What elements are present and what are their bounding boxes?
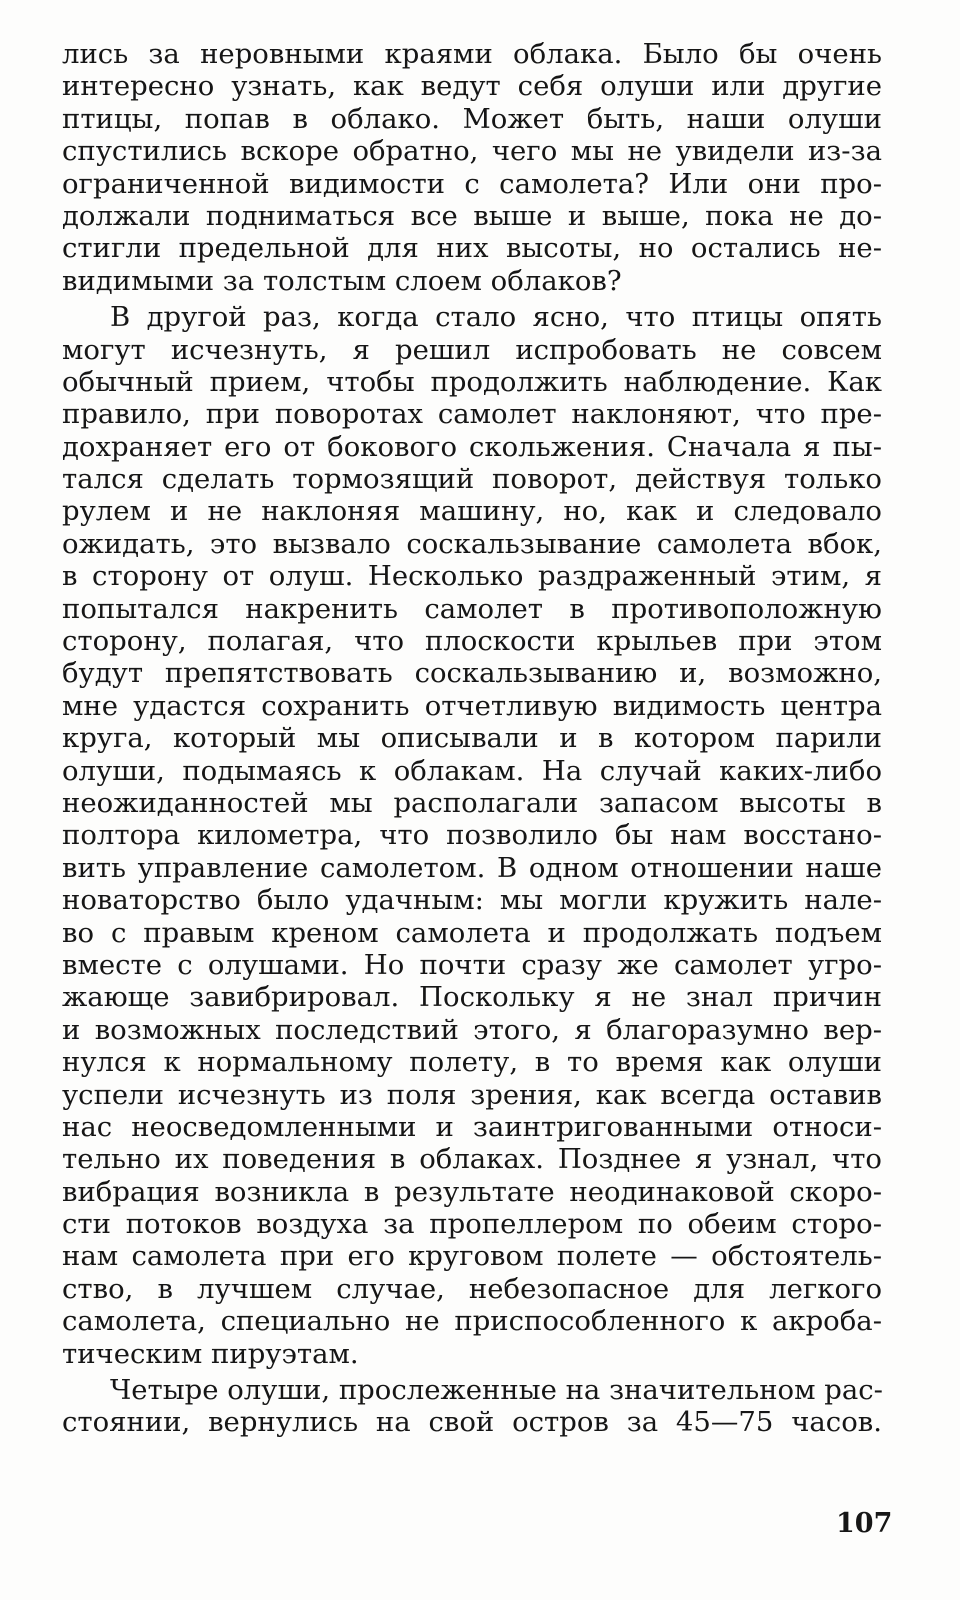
paragraph-2 bbox=[62, 301, 882, 1370]
text-line: рулем и не наклоняя машину, но, как и следовало bbox=[62, 495, 882, 528]
text-line: видимыми за толстым слоем облаков? bbox=[62, 264, 622, 297]
text-line: правило, при поворотах самолет наклоняют, что пре- bbox=[62, 398, 882, 431]
text-line: круга, который мы описывали и в котором парили bbox=[62, 722, 882, 755]
text-line: во с правым креном самолета и продолжать подъем bbox=[62, 916, 882, 949]
text-line: вибрация возникла в результате неодинаковой скоро- bbox=[62, 1175, 882, 1208]
text-line: стоянии, вернулись на свой остров за 45—75 часов. bbox=[62, 1406, 882, 1439]
text-line: могут исчезнуть, я решил испробовать не совсем bbox=[62, 333, 882, 366]
text-line: попытался накренить самолет в противоположную bbox=[62, 592, 882, 625]
text-line: ограниченной видимости с самолета? Или они про- bbox=[62, 167, 882, 200]
text-line: лись за неровными краями облака. Было бы очень bbox=[62, 38, 882, 70]
text-line: в сторону от олуш. Несколько раздраженный этим, я bbox=[62, 560, 882, 593]
text-line: тался сделать тормозящий поворот, действуя только bbox=[62, 463, 882, 496]
text-line: спустились вскоре обратно, чего мы не увидели из-за bbox=[62, 135, 882, 168]
text-line: нулся к нормальному полету, в то время как олуши bbox=[62, 1046, 882, 1079]
text-line: птицы, попав в облако. Может быть, наши олуши bbox=[62, 102, 882, 135]
text-line: новаторство было удачным: мы могли кружить нале- bbox=[62, 884, 882, 917]
text-line: ство, в лучшем случае, небезопасное для легкого bbox=[62, 1272, 882, 1305]
text-line: стигли предельной для них высоты, но остались не- bbox=[62, 232, 882, 265]
text-line: полтора километра, что позволило бы нам восстано- bbox=[62, 819, 882, 852]
text-line: тельно их поведения в облаках. Позднее я узнал, что bbox=[62, 1143, 882, 1176]
text-line: неожиданностей мы располагали запасом высоты в bbox=[62, 786, 882, 819]
text-line: интересно узнать, как ведут себя олуши или другие bbox=[62, 70, 882, 103]
text-line: успели исчезнуть из поля зрения, как всегда оставив bbox=[62, 1078, 882, 1111]
text-line: жающе завибрировал. Поскольку я не знал причин bbox=[62, 981, 882, 1014]
text-line: будут препятствовать соскальзыванию и, возможно, bbox=[62, 657, 882, 690]
text-line: самолета, специально не приспособленного к акроба- bbox=[62, 1305, 882, 1338]
page-number: 107 bbox=[836, 1508, 893, 1539]
text-line: нас неосведомленными и заинтригованными относи- bbox=[62, 1110, 882, 1143]
text-line: дохраняет его от бокового скольжения. Сначала я пы- bbox=[62, 430, 882, 463]
text-line: обычный прием, чтобы продолжить наблюдение. Как bbox=[62, 365, 882, 398]
text-line: вить управление самолетом. В одном отношении наше bbox=[62, 851, 882, 884]
text-line: тическим пируэтам. bbox=[62, 1337, 359, 1370]
text-line: Четыре олуши, прослеженные на значительном рас- bbox=[110, 1374, 883, 1407]
text-line: вместе с олушами. Но почти сразу же самолет угро- bbox=[62, 948, 882, 981]
text-line: и возможных последствий этого, я благоразумно вер- bbox=[62, 1013, 882, 1046]
text-line: сти потоков воздуха за пропеллером по обеим сторо- bbox=[62, 1208, 882, 1241]
body-text bbox=[62, 38, 882, 1439]
text-line: ожидать, это вызвало соскальзывание самолета вбок, bbox=[62, 527, 882, 560]
paragraph-3 bbox=[62, 1374, 882, 1439]
text-line: сторону, полагая, что плоскости крыльев при этом bbox=[62, 625, 882, 658]
text-line: должали подниматься все выше и выше, пока не до- bbox=[62, 199, 882, 232]
text-line: В другой раз, когда стало ясно, что птицы опять bbox=[110, 301, 882, 334]
text-line: нам самолета при его круговом полете — обстоятель- bbox=[62, 1240, 882, 1273]
text-line: олуши, подымаясь к облакам. На случай каких-либо bbox=[62, 754, 882, 787]
text-line: мне удастся сохранить отчетливую видимость центра bbox=[62, 689, 882, 722]
paragraph-1 bbox=[62, 38, 882, 297]
